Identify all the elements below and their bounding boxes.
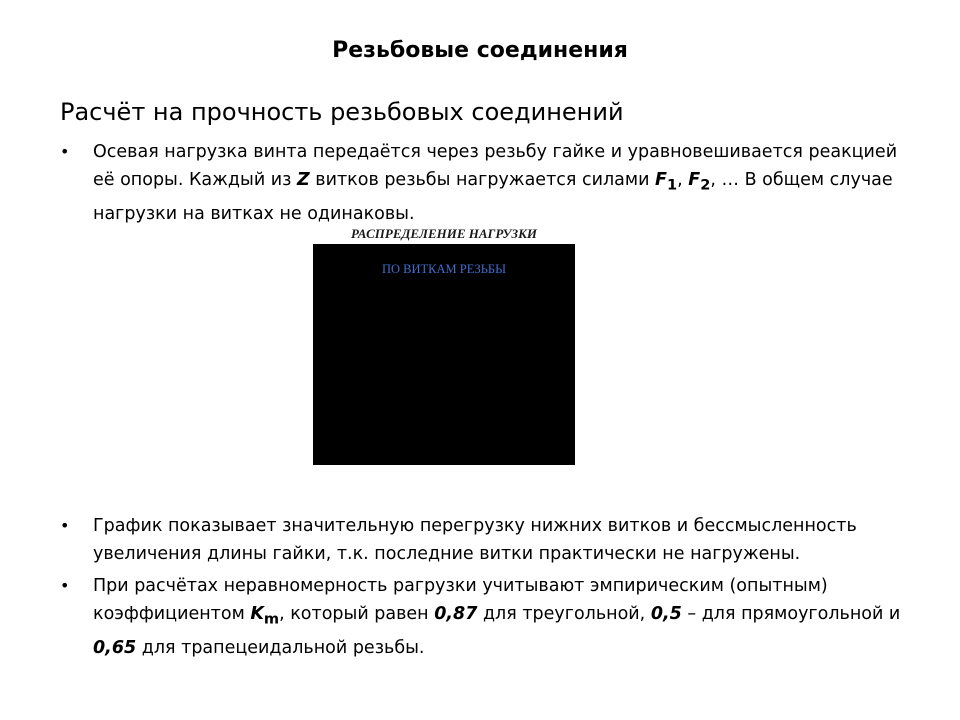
slide-title: Резьбовые соединения [332,38,628,63]
bullet-item [60,512,910,568]
bullet-text: При расчётах неравномерность рагрузки учитывают эмпирическим (опытным) коэффициентом $K_m$, который равен 0,87 для треугольной, 0,5 – для прямоугольной и 0,65 для трапецеидальной резьбы. [93,576,901,658]
bullet-marker: • [60,516,70,535]
bullet-text: Осевая нагрузка винта передаётся через резьбу гайке и уравновешивается реакцией её опоры. Каждый из Z витков резьбы нагружается силами $F_1$, $F_2$, … В общем случае нагрузки на витках не одинаковы. [93,142,898,224]
bullet-item [60,572,910,662]
bullet-marker: • [60,142,70,161]
figure-caption: РАСПРЕДЕЛЕНИЕ НАГРУЗКИ [350,226,538,241]
bullet-marker: • [60,576,70,595]
slide-subtitle: Расчёт на прочность резьбовых соединений [60,98,624,126]
load-distribution-figure [313,244,575,465]
bullet-text: График показывает значительную перегрузку нижних витков и бессмысленность увеличения длины гайки, т.к. последние витки практически не нагружены. [93,516,857,564]
bullet-item [60,138,910,228]
figure-sublabel: ПО ВИТКАМ РЕЗЬБЫ [381,262,507,276]
